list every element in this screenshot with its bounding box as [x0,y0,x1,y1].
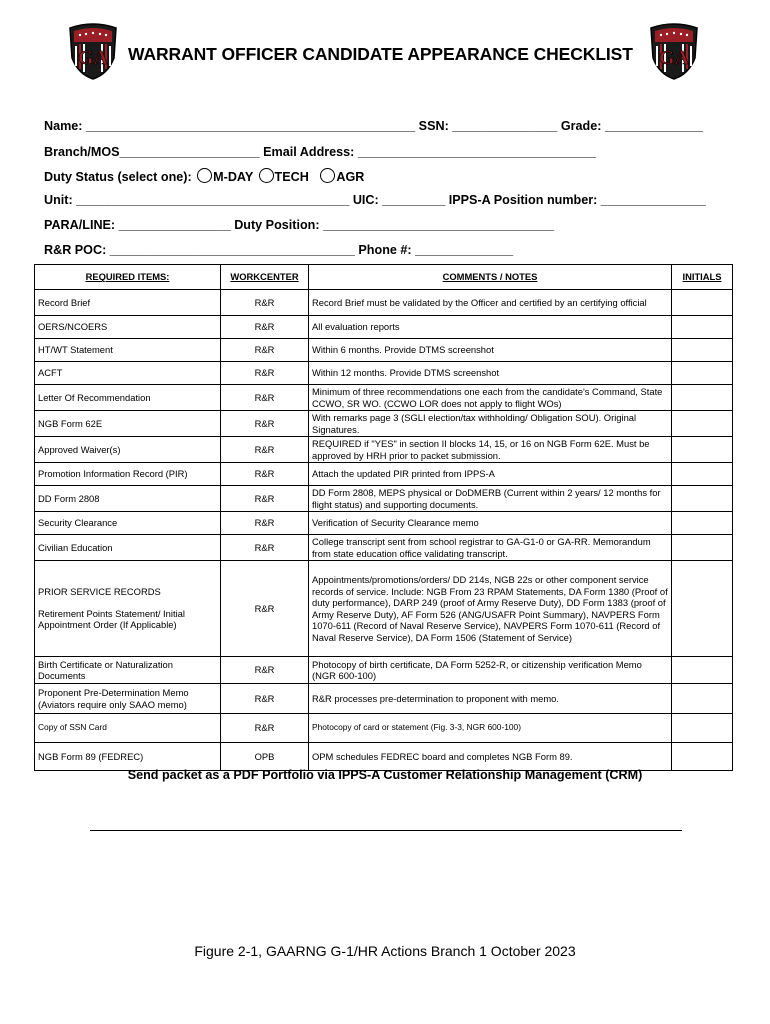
branch-email-fields[interactable]: Branch/MOS____________________ Email Address: __________________________________ [44,145,597,159]
unit-uic-position-fields[interactable]: Unit: _______________________________________ UIC: _________ IPPS-A Position number: _______________ [44,193,706,207]
header-required-items: REQUIRED ITEMS: [35,265,221,290]
note-cell: All evaluation reports [309,316,672,339]
workcenter-cell: R&R [221,486,309,512]
note-cell: OPM schedules FEDREC board and completes NGB Form 89. [309,743,672,771]
note-cell: Minimum of three recommendations one each from the candidate's Command, State CCWO, SR WO. (CCWO LOR does not apply to flight WOs) [309,385,672,411]
initials-cell[interactable] [672,339,733,362]
option-mday: M-DAY [213,170,254,184]
initials-cell[interactable] [672,316,733,339]
note-cell: Photocopy of card or statement (Fig. 3-3, NGR 600-100) [309,714,672,743]
radio-agr[interactable] [320,168,335,183]
item-cell: ACFT [35,362,221,385]
table-row [35,339,733,362]
duty-status-label: Duty Status (select one): [44,170,192,184]
option-tech: TECH [274,170,309,184]
initials-cell[interactable] [672,486,733,512]
note-cell: Photocopy of birth certificate, DA Form 5252-R, or citizenship verification Memo (NGR 600-100) [309,657,672,684]
item-cell: Birth Certificate or Naturalization Documents [35,657,221,684]
note-cell: Appointments/promotions/orders/ DD 214s, NGB 22s or other component service records of service. Include: NGB From 23 RPAM Statements, DA Form 1380 (Proof of duty performance), DARP 249 (proof of Army Reserve Duty), DD Form 1383 (proof of Army Reserve Duty), AF Form 526 (ANG/USAFR Point Summary), NAVPERS Form 1070-611 (Record of Naval Reserve Service), NAVPERS Form 1070-611 (Record of Naval Reserve Service), DA Form 1506 (Statement of Service) [309,561,672,657]
table-row [35,657,733,684]
workcenter-cell: R&R [221,535,309,561]
workcenter-cell: R&R [221,512,309,535]
table-row [35,561,733,657]
table-row [35,362,733,385]
initials-cell[interactable] [672,411,733,437]
note-cell: Record Brief must be validated by the Officer and certified by an certifying official [309,290,672,316]
table-row [35,512,733,535]
item-cell: NGB Form 62E [35,411,221,437]
workcenter-cell: R&R [221,362,309,385]
table-row [35,463,733,486]
note-cell: R&R processes pre-determination to proponent with memo. [309,684,672,714]
retirement-points-text: Retirement Points Statement/ Initial Appointment Order (If Applicable) [38,607,185,631]
workcenter-cell: R&R [221,657,309,684]
figure-caption: Figure 2-1, GAARNG G-1/HR Actions Branch 1 October 2023 [194,943,576,959]
table-row [35,486,733,512]
prior-service-title: PRIOR SERVICE RECORDS [38,586,161,598]
item-cell: Record Brief [35,290,221,316]
workcenter-cell: R&R [221,385,309,411]
initials-cell[interactable] [672,362,733,385]
item-cell: DD Form 2808 [35,486,221,512]
initials-cell[interactable] [672,290,733,316]
item-cell [35,561,221,657]
initials-cell[interactable] [672,385,733,411]
item-cell: Proponent Pre-Determination Memo (Aviators require only SAAO memo) [35,684,221,714]
workcenter-cell: R&R [221,684,309,714]
table-row [35,437,733,463]
initials-cell[interactable] [672,463,733,486]
svg-text:GA: GA [78,47,108,69]
workcenter-cell: R&R [221,316,309,339]
checklist-table [34,264,733,771]
workcenter-cell: R&R [221,561,309,657]
duty-status-row [44,168,364,184]
initials-cell[interactable] [672,437,733,463]
item-cell: Approved Waiver(s) [35,437,221,463]
initials-cell[interactable] [672,743,733,771]
page-title: WARRANT OFFICER CANDIDATE APPEARANCE CHECKLIST [128,44,633,64]
initials-cell[interactable] [672,561,733,657]
workcenter-cell: R&R [221,339,309,362]
item-cell: OERS/NCOERS [35,316,221,339]
radio-mday[interactable] [197,168,212,183]
name-ssn-grade-fields[interactable]: Name: _______________________________________________ SSN: _______________ Grade: ______________ [44,119,703,133]
workcenter-cell: R&R [221,290,309,316]
initials-cell[interactable] [672,657,733,684]
initials-cell[interactable] [672,714,733,743]
rr-poc-phone-fields[interactable]: R&R POC: ___________________________________ Phone #: ______________ [44,243,514,257]
submission-instructions: Send packet as a PDF Portfolio via IPPS-A Customer Relationship Management (CRM) [127,768,643,782]
note-cell: DD Form 2808, MEPS physical or DoDMERB (Current within 2 years/ 12 months for flight status) and supporting documents. [309,486,672,512]
para-line-duty-position-fields[interactable]: PARA/LINE: ________________ Duty Position: _________________________________ [44,218,555,232]
table-row [35,411,733,437]
note-cell: REQUIRED if "YES" in section II blocks 14, 15, or 16 on NGB Form 62E. Must be approved by HRH prior to packet submission. [309,437,672,463]
note-cell: With remarks page 3 (SGLI election/tax withholding/ Obligation SOU). Original Signatures. [309,411,672,437]
workcenter-cell: R&R [221,714,309,743]
note-cell: Attach the updated PIR printed from IPPS-A [309,463,672,486]
item-cell: Promotion Information Record (PIR) [35,463,221,486]
note-cell: Verification of Security Clearance memo [309,512,672,535]
initials-cell[interactable] [672,684,733,714]
header-comments: COMMENTS / NOTES [309,265,672,290]
initials-cell[interactable] [672,512,733,535]
item-cell: NGB Form 89 (FEDREC) [35,743,221,771]
table-row [35,316,733,339]
table-row [35,714,733,743]
table-row [35,684,733,714]
header-workcenter: WORKCENTER [221,265,309,290]
note-cell: Within 12 months. Provide DTMS screenshot [309,362,672,385]
table-row [35,385,733,411]
item-cell: HT/WT Statement [35,339,221,362]
table-row [35,535,733,561]
workcenter-cell: OPB [221,743,309,771]
table-row [35,290,733,316]
radio-tech[interactable] [259,168,274,183]
georgia-crest-logo-left [68,22,118,80]
note-cell: Within 6 months. Provide DTMS screenshot [309,339,672,362]
initials-cell[interactable] [672,535,733,561]
note-cell: College transcript sent from school registrar to GA-G1-0 or GA-RR. Memorandum from state education office validating transcript. [309,535,672,561]
georgia-crest-logo-right [649,22,699,80]
table-row [35,743,733,771]
item-cell: Security Clearance [35,512,221,535]
header-initials: INITIALS [672,265,733,290]
item-cell: Letter Of Recommendation [35,385,221,411]
svg-text:GA: GA [659,47,689,69]
workcenter-cell: R&R [221,411,309,437]
item-cell: Civilian Education [35,535,221,561]
option-agr: AGR [336,170,365,184]
item-cell: Copy of SSN Card [35,714,221,743]
workcenter-cell: R&R [221,463,309,486]
signature-line[interactable] [90,830,682,831]
workcenter-cell: R&R [221,437,309,463]
